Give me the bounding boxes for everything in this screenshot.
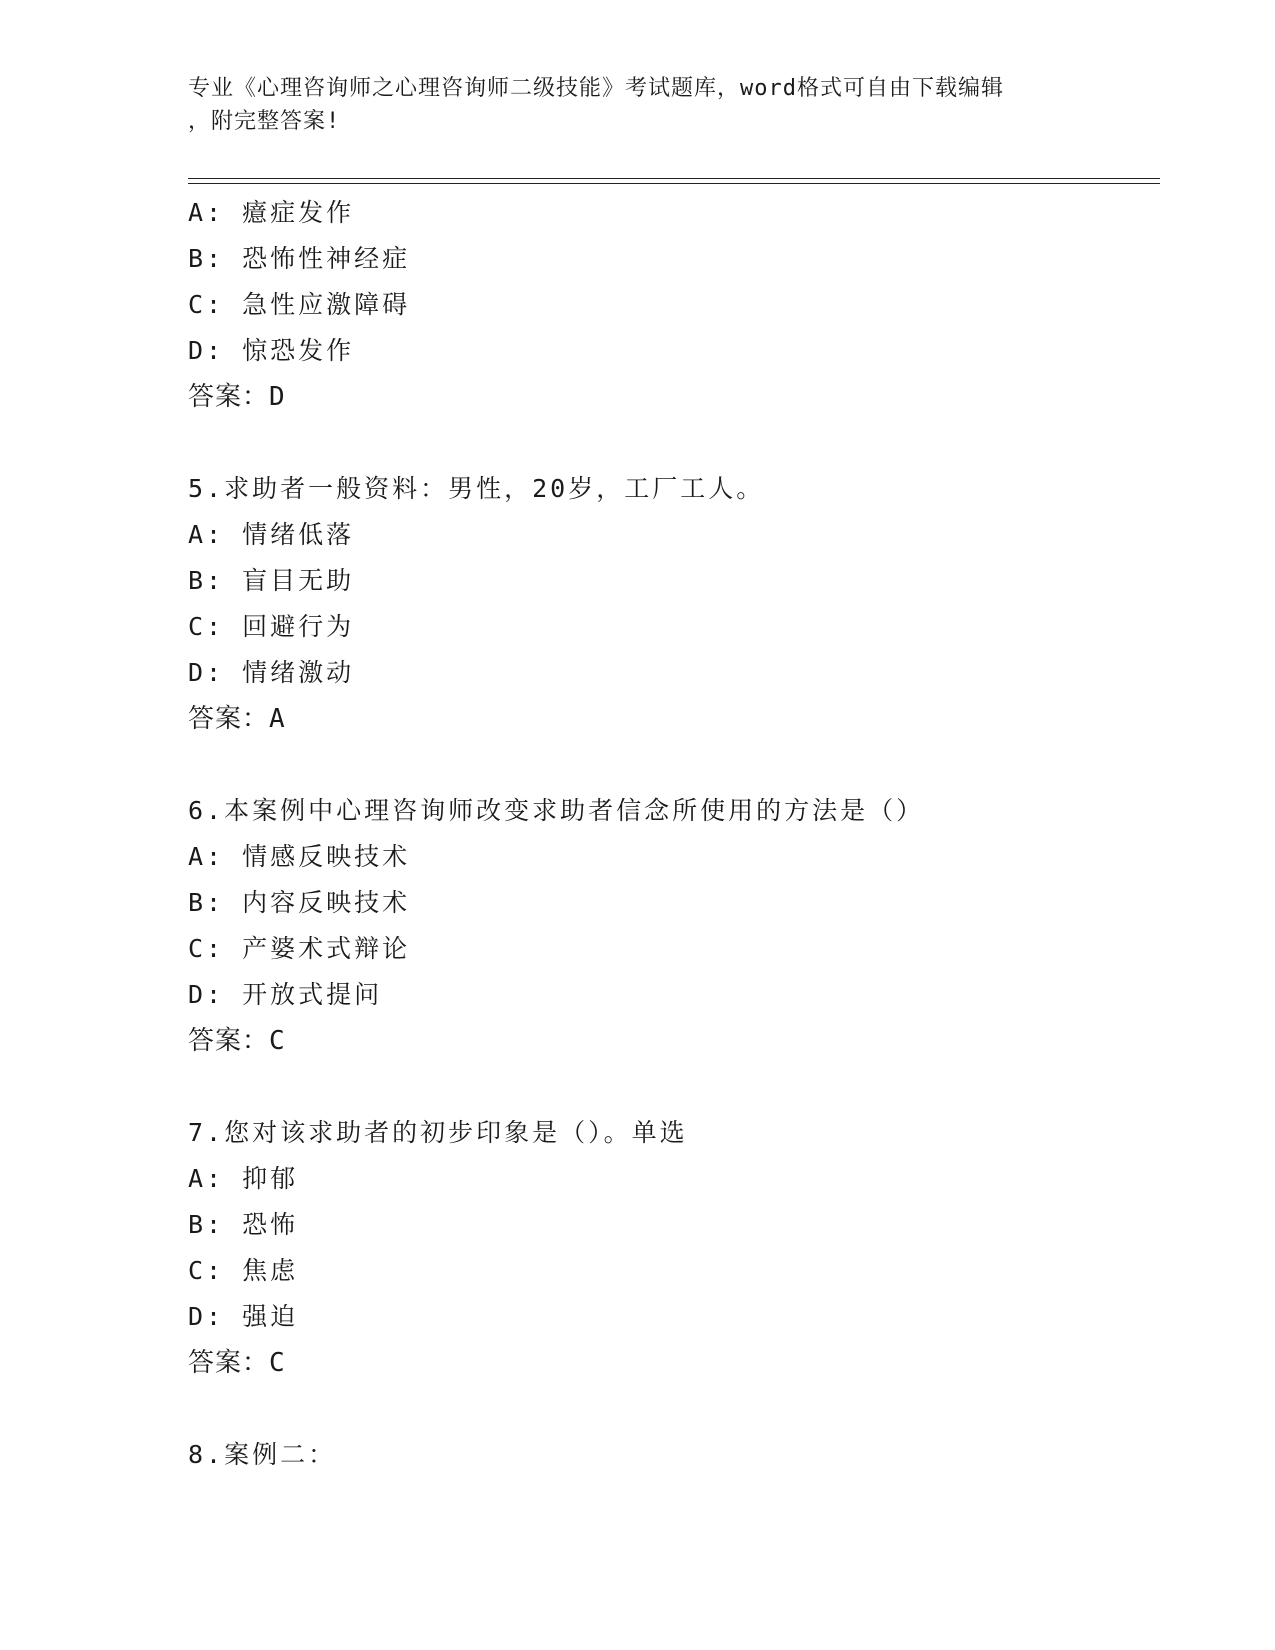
spacer (188, 420, 1160, 466)
option-a (188, 834, 1160, 880)
option-c (188, 926, 1160, 972)
option-b (188, 236, 1160, 282)
option-letter: A: (188, 842, 225, 871)
answer-value: C (269, 1348, 286, 1378)
option-c (188, 282, 1160, 328)
option-d (188, 972, 1160, 1018)
answer-label: 答案： (188, 382, 270, 412)
option-letter: C: (188, 1256, 225, 1285)
question-block (188, 466, 1160, 742)
answer-label: 答案： (188, 704, 270, 734)
question-text: 5.求助者一般资料：男性，20岁，工厂工人。 (188, 474, 765, 503)
question-block (188, 1110, 1160, 1386)
answer-line (188, 1340, 1160, 1386)
option-letter: B: (188, 888, 225, 917)
option-a (188, 190, 1160, 236)
option-b (188, 1202, 1160, 1248)
option-b (188, 558, 1160, 604)
option-letter: A: (188, 1164, 225, 1193)
answer-line (188, 1018, 1160, 1064)
option-text: 急性应激障碍 (242, 290, 411, 319)
header-divider-bottom (188, 183, 1160, 184)
option-text: 恐怖 (242, 1210, 299, 1239)
option-d (188, 650, 1160, 696)
option-text: 惊恐发作 (242, 336, 355, 365)
spacer (188, 1064, 1160, 1110)
answer-label: 答案： (188, 1026, 270, 1056)
option-text: 恐怖性神经症 (242, 244, 411, 273)
option-letter: B: (188, 566, 225, 595)
option-b (188, 880, 1160, 926)
answer-line (188, 374, 1160, 420)
option-text: 强迫 (242, 1302, 299, 1331)
header-line-1: 专业《心理咨询师之心理咨询师二级技能》考试题库，word格式可自由下载编辑 (188, 76, 1004, 101)
question-block (188, 190, 1160, 420)
option-text: 内容反映技术 (242, 888, 411, 917)
question-text: 6.本案例中心理咨询师改变求助者信念所使用的方法是（） (188, 796, 925, 825)
answer-value: D (269, 382, 286, 412)
question-text: 8.案例二： (188, 1440, 337, 1469)
option-letter: C: (188, 290, 225, 319)
option-letter: D: (188, 1302, 225, 1331)
option-text: 产婆术式辩论 (242, 934, 411, 963)
header-line-2: ，附完整答案! (188, 109, 341, 134)
option-letter: D: (188, 658, 225, 687)
option-c (188, 1248, 1160, 1294)
option-c (188, 604, 1160, 650)
answer-line (188, 696, 1160, 742)
option-text: 癔症发作 (242, 198, 355, 227)
question-list (188, 190, 1160, 1478)
option-text: 情绪低落 (242, 520, 355, 549)
option-d (188, 1294, 1160, 1340)
answer-value: C (269, 1026, 286, 1056)
option-letter: D: (188, 980, 225, 1009)
option-text: 情绪激动 (242, 658, 355, 687)
option-letter: B: (188, 1210, 225, 1239)
option-letter: C: (188, 934, 225, 963)
question-text: 7.您对该求助者的初步印象是（）。单选 (188, 1118, 688, 1147)
option-a (188, 1156, 1160, 1202)
option-letter: B: (188, 244, 225, 273)
option-letter: D: (188, 336, 225, 365)
option-letter: C: (188, 612, 225, 641)
spacer (188, 1386, 1160, 1432)
answer-label: 答案： (188, 1348, 270, 1378)
option-letter: A: (188, 520, 225, 549)
document-header (188, 72, 1068, 138)
option-text: 情感反映技术 (242, 842, 411, 871)
question-block (188, 788, 1160, 1064)
option-d (188, 328, 1160, 374)
option-text: 盲目无助 (242, 566, 355, 595)
answer-value: A (269, 704, 286, 734)
header-divider-top (188, 178, 1160, 179)
option-letter: A: (188, 198, 225, 227)
option-text: 回避行为 (242, 612, 355, 641)
spacer (188, 742, 1160, 788)
option-text: 开放式提问 (242, 980, 383, 1009)
option-text: 焦虑 (242, 1256, 299, 1285)
option-a (188, 512, 1160, 558)
option-text: 抑郁 (242, 1164, 299, 1193)
